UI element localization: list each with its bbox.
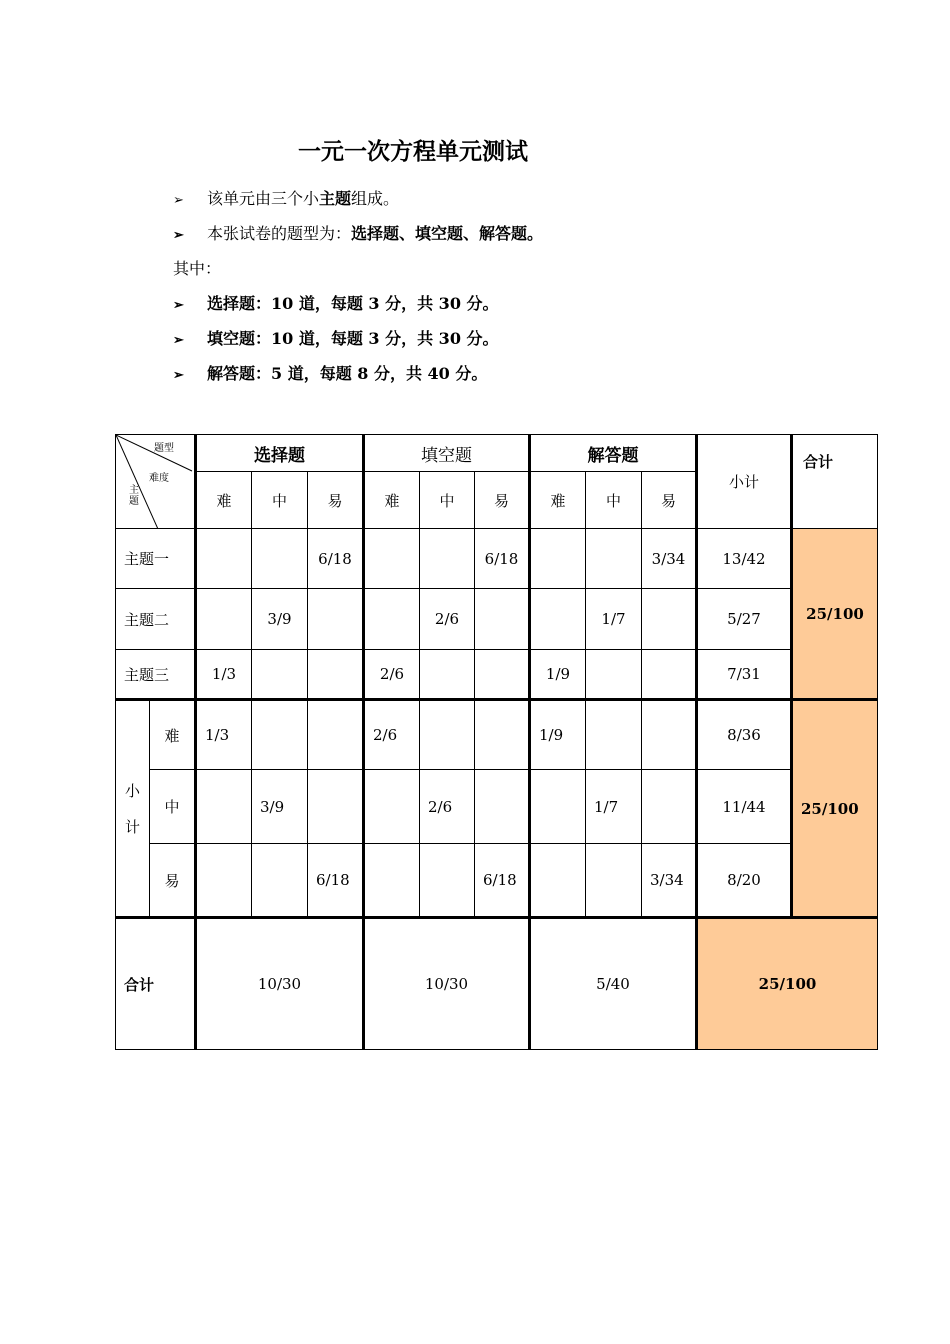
level-medium: 中 <box>420 472 475 529</box>
cell <box>642 770 697 844</box>
cell <box>252 700 308 770</box>
intro-line-4 <box>173 293 499 315</box>
bullet-icon: ➢ <box>173 298 184 313</box>
total-header: 合计 <box>792 435 878 529</box>
bullet-icon: ➢ <box>173 368 184 383</box>
grand-total-fill: 10/30 <box>364 918 530 1050</box>
cell <box>586 700 642 770</box>
intro-text: 本张试卷的题型为： <box>207 224 352 243</box>
cell <box>420 844 475 918</box>
bullet-icon: ➢ <box>173 193 184 208</box>
subtotal-cell: 8/20 <box>697 844 792 918</box>
level-hard: 难 <box>196 472 252 529</box>
cell: 3/9 <box>252 770 308 844</box>
cell <box>586 529 642 589</box>
cell <box>475 650 530 700</box>
level-hard: 难 <box>364 472 420 529</box>
corner-type-label: 题型 <box>154 443 174 454</box>
topic-label: 主题一 <box>116 529 196 589</box>
topic-row <box>116 650 878 700</box>
intro-text: 解答题：5 道，每题 8 分，共 40 分。 <box>207 364 488 383</box>
cell: 6/18 <box>308 844 364 918</box>
intro-bold: 主题 <box>319 189 352 208</box>
subtotal-cell: 5/27 <box>697 589 792 650</box>
subtotal-cell: 13/42 <box>697 529 792 589</box>
cell <box>308 700 364 770</box>
subtotal-cell: 8/36 <box>697 700 792 770</box>
intro-line-1 <box>173 188 399 210</box>
level-hard: 难 <box>530 472 586 529</box>
level-label: 中 <box>150 770 196 844</box>
intro-line-6 <box>173 363 487 385</box>
cell <box>530 529 586 589</box>
cell <box>196 844 252 918</box>
cell <box>196 529 252 589</box>
cell <box>475 700 530 770</box>
type-header-answer: 解答题 <box>530 435 697 472</box>
cell <box>586 844 642 918</box>
subtotal-block-label: 小 计 <box>116 700 150 918</box>
subtotal-header: 小计 <box>697 435 792 529</box>
grand-total-row <box>116 918 878 1050</box>
type-header-choice: 选择题 <box>196 435 364 472</box>
cell <box>252 529 308 589</box>
grand-total-answer: 5/40 <box>530 918 697 1050</box>
subtotal-cell: 7/31 <box>697 650 792 700</box>
intro-line-5 <box>173 328 499 350</box>
cell: 3/34 <box>642 529 697 589</box>
cell <box>530 844 586 918</box>
intro-bold: 选择题、填空题、解答题。 <box>351 224 544 243</box>
intro-text: 组成。 <box>351 189 400 208</box>
intro-line-2 <box>173 223 543 245</box>
cell: 1/7 <box>586 770 642 844</box>
cell: 2/6 <box>420 589 475 650</box>
cell: 6/18 <box>475 844 530 918</box>
cell: 6/18 <box>475 529 530 589</box>
level-row <box>116 770 878 844</box>
page-title: 一元一次方程单元测试 <box>298 138 528 165</box>
cell <box>196 770 252 844</box>
corner-topic-label: 主 题 <box>129 485 139 507</box>
cell <box>364 589 420 650</box>
bullet-icon: ➢ <box>173 333 184 348</box>
level-total-cell: 25/100 <box>792 700 878 918</box>
level-medium: 中 <box>252 472 308 529</box>
cell: 3/9 <box>252 589 308 650</box>
intro-line-3: 其中： <box>173 259 222 278</box>
cell <box>642 589 697 650</box>
corner-difficulty-label: 难度 <box>149 473 169 484</box>
cell: 6/18 <box>308 529 364 589</box>
cell <box>420 529 475 589</box>
cell <box>642 700 697 770</box>
cell: 2/6 <box>420 770 475 844</box>
type-header-fill: 填空题 <box>364 435 530 472</box>
grand-total-choice: 10/30 <box>196 918 364 1050</box>
level-easy: 易 <box>308 472 364 529</box>
cell <box>308 589 364 650</box>
cell <box>420 650 475 700</box>
corner-cell <box>116 435 196 529</box>
cell <box>475 770 530 844</box>
cell <box>475 589 530 650</box>
cell: 1/9 <box>530 700 586 770</box>
cell <box>642 650 697 700</box>
level-label: 易 <box>150 844 196 918</box>
cell <box>530 770 586 844</box>
level-label: 难 <box>150 700 196 770</box>
cell <box>364 770 420 844</box>
level-row <box>116 844 878 918</box>
topic-total-cell: 25/100 <box>792 529 878 700</box>
grand-total-label: 合计 <box>116 918 196 1050</box>
level-easy: 易 <box>475 472 530 529</box>
cell: 1/3 <box>196 650 252 700</box>
topic-label: 主题二 <box>116 589 196 650</box>
cell: 2/6 <box>364 700 420 770</box>
bullet-icon: ➢ <box>173 228 184 243</box>
cell <box>364 844 420 918</box>
cell <box>308 650 364 700</box>
subtotal-cell: 11/44 <box>697 770 792 844</box>
spec-table <box>115 434 878 1050</box>
cell: 1/3 <box>196 700 252 770</box>
cell <box>530 589 586 650</box>
intro-text: 该单元由三个小 <box>207 189 320 208</box>
grand-total-cell: 25/100 <box>697 918 878 1050</box>
cell <box>196 589 252 650</box>
cell: 1/7 <box>586 589 642 650</box>
cell: 1/9 <box>530 650 586 700</box>
intro-text: 填空题：10 道，每题 3 分，共 30 分。 <box>207 329 499 348</box>
cell: 3/34 <box>642 844 697 918</box>
level-row <box>116 700 878 770</box>
cell <box>420 700 475 770</box>
intro-text: 选择题：10 道，每题 3 分，共 30 分。 <box>207 294 499 313</box>
topic-row <box>116 529 878 589</box>
cell <box>364 529 420 589</box>
cell <box>308 770 364 844</box>
cell <box>586 650 642 700</box>
topic-label: 主题三 <box>116 650 196 700</box>
level-easy: 易 <box>642 472 697 529</box>
cell: 2/6 <box>364 650 420 700</box>
cell <box>252 650 308 700</box>
level-medium: 中 <box>586 472 642 529</box>
cell <box>252 844 308 918</box>
topic-row <box>116 589 878 650</box>
